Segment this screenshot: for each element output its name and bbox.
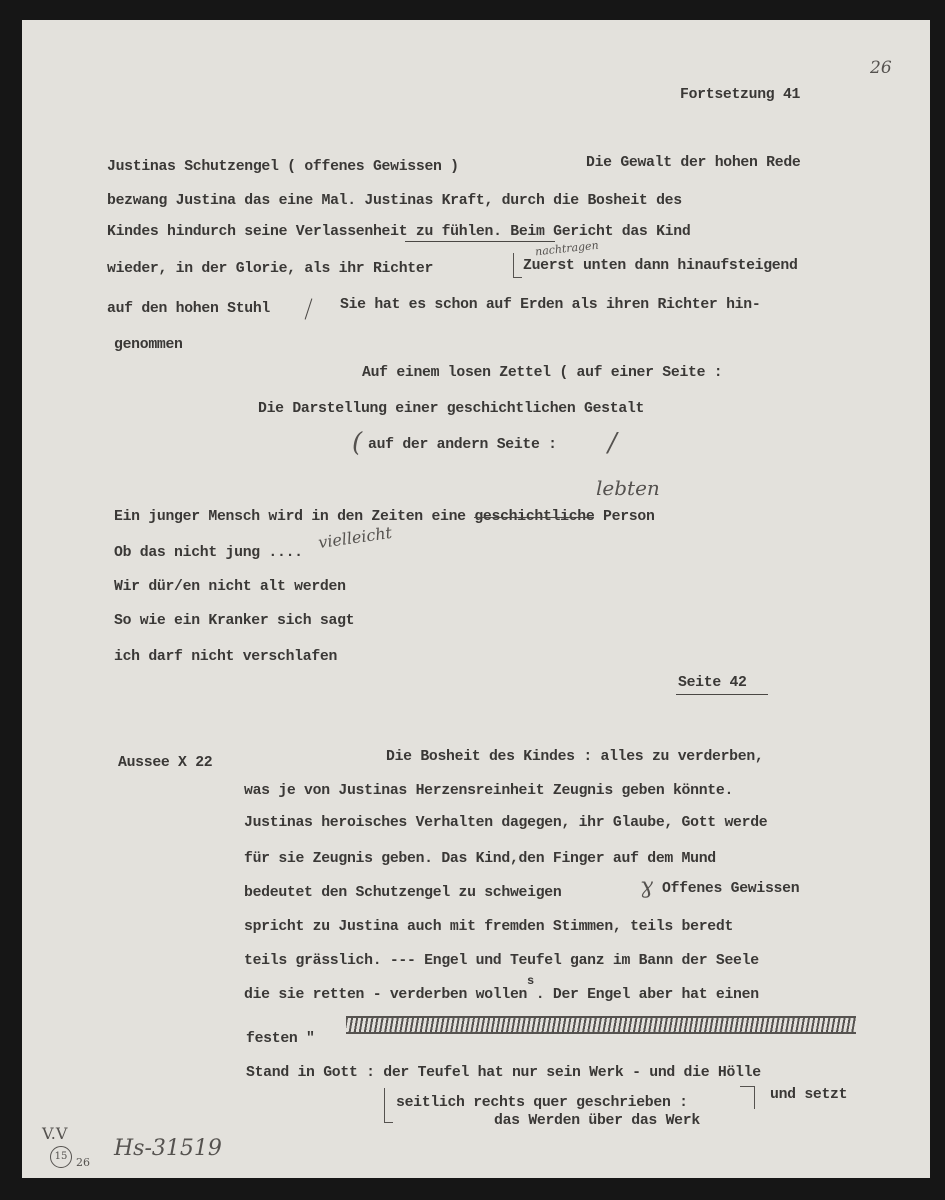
page-mark: 26: [870, 58, 892, 78]
note-nachtragen: nachtragen: [534, 238, 600, 259]
text-line: Justinas Schutzengel ( offenes Gewissen ): [107, 159, 459, 175]
paren-close: /: [608, 428, 617, 458]
text-line: bedeutet den Schutzengel zu schweigen: [244, 885, 562, 901]
text-line: das Werden über das Werk: [494, 1113, 700, 1129]
struck-word: geschichtliche: [474, 509, 595, 525]
text-line: seitlich rechts quer geschrieben :: [396, 1095, 688, 1111]
paren-open: (: [352, 428, 363, 458]
text-line: und setzt: [770, 1087, 848, 1103]
text-line: Offenes Gewissen: [662, 881, 800, 897]
text-line: festen ": [246, 1031, 315, 1047]
text-line: Auf einem losen Zettel ( auf einer Seite :: [362, 365, 723, 381]
text-line: auf der andern Seite :: [368, 437, 557, 453]
text-line: Zuerst unten dann hinaufsteigend: [523, 258, 798, 274]
text-line: Die Bosheit des Kindes : alles zu verderben,: [386, 749, 764, 765]
text-line: ich darf nicht verschlafen: [114, 649, 338, 665]
text-line: die sie retten - verderben wollen . Der Engel aber hat einen: [244, 987, 759, 1003]
text-line: spricht zu Justina auch mit fremden Stimmen, teils beredt: [244, 919, 734, 935]
margin-label: Aussee X 22: [118, 755, 213, 771]
seite-label: Seite 42: [678, 675, 747, 691]
archive-id: Hs-31519: [114, 1136, 222, 1161]
archive-mark: V.V: [42, 1124, 68, 1143]
cancelled-text: [346, 1016, 856, 1034]
text-line: So wie ein Kranker sich sagt: [114, 613, 355, 629]
note-lebten: lebten: [596, 476, 660, 500]
text-line: für sie Zeugnis geben. Das Kind,den Finger auf dem Mund: [244, 851, 716, 867]
correction-mark: ɣ: [640, 874, 654, 899]
text-line: Wir dür/en nicht alt werden: [114, 579, 346, 595]
archive-circle: 15: [50, 1146, 72, 1168]
text-line: Stand in Gott : der Teufel hat nur sein Werk - und die Hölle: [246, 1065, 761, 1081]
text-line: teils grässlich. --- Engel und Teufel ganz im Bann der Seele: [244, 953, 759, 969]
text-line: Ein junger Mensch wird in den Zeiten eine geschichtliche Person: [114, 509, 655, 525]
text-line: Kindes hindurch seine Verlassenheit zu fühlen. Beim Gericht das Kind: [107, 224, 691, 240]
text-line: Die Gewalt der hohen Rede: [586, 155, 801, 171]
text-line: Ob das nicht jung ....: [114, 545, 303, 561]
text-line: Justinas heroisches Verhalten dagegen, ihr Glaube, Gott werde: [244, 815, 768, 831]
heading: Fortsetzung 41: [680, 87, 801, 103]
text-line: genommen: [114, 337, 183, 353]
text-line: was je von Justinas Herzensreinheit Zeugnis geben könnte.: [244, 783, 734, 799]
text-line: auf den hohen Stuhl: [107, 301, 271, 317]
text-line: bezwang Justina das eine Mal. Justinas Kraft, durch die Bosheit des: [107, 193, 682, 209]
archive-sub: 26: [76, 1156, 90, 1169]
note-vielleicht: vielleicht: [317, 522, 394, 553]
text-line: Sie hat es schon auf Erden als ihren Richter hin-: [340, 297, 761, 313]
text-line: wieder, in der Glorie, als ihr Richter: [107, 261, 434, 277]
insert-s: s: [527, 974, 534, 988]
text-line: Die Darstellung einer geschichtlichen Gestalt: [258, 401, 645, 417]
